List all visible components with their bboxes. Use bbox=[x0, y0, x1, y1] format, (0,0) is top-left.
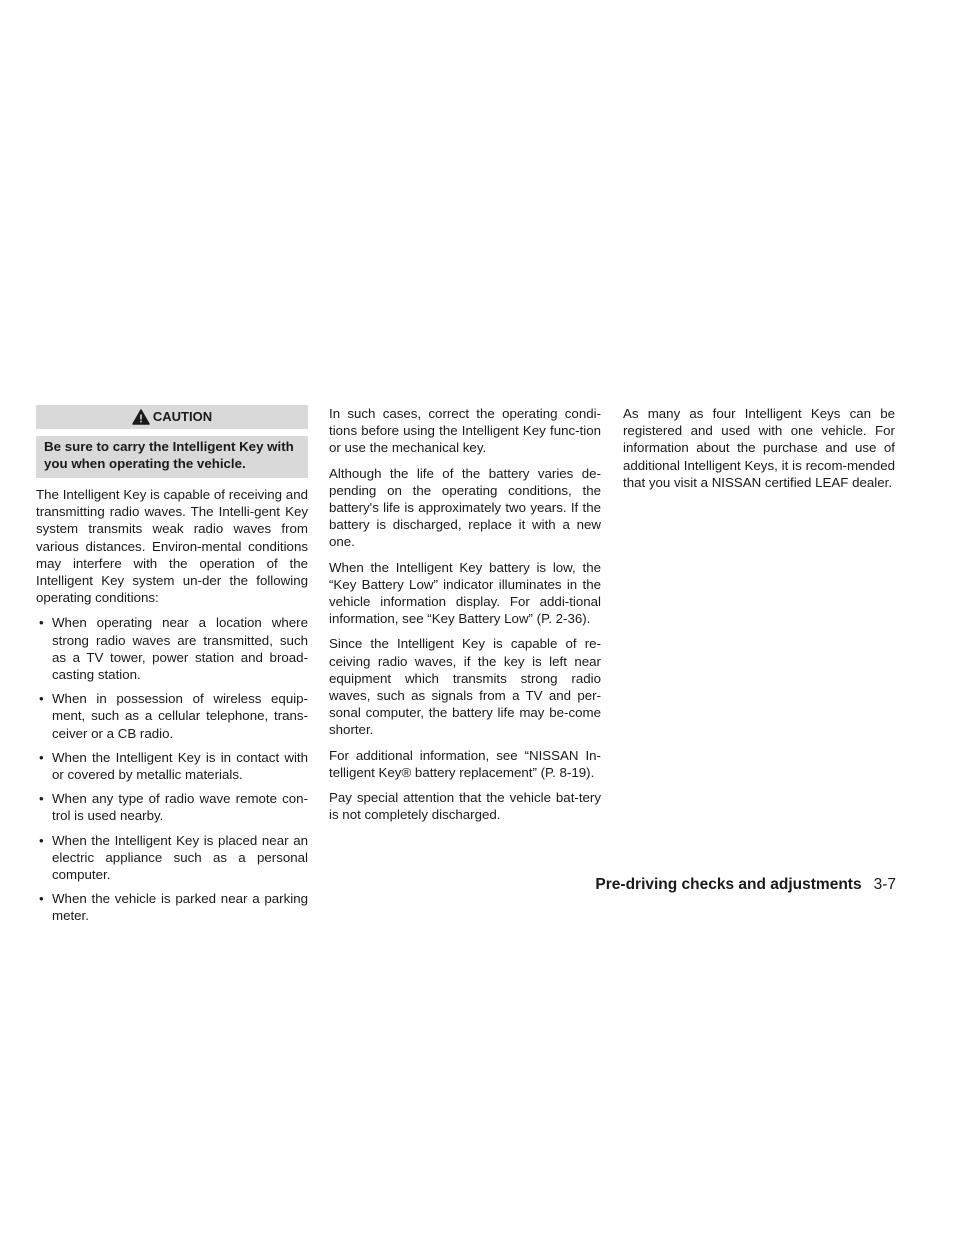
caution-box bbox=[36, 405, 308, 478]
page-footer bbox=[595, 876, 896, 894]
paragraph: As many as four Intelligent Keys can be registered and used with one vehicle. For information about the purchase and use of additional Intelligent Keys, it is recom-mended that you visit a NISSAN certified LEAF dealer. bbox=[623, 406, 895, 490]
list-item: • When any type of radio wave remote con-trol is used nearby. bbox=[36, 790, 308, 824]
caution-text: Be sure to carry the Intelligent Key with you when operating the vehicle. bbox=[44, 439, 294, 471]
column-left bbox=[36, 405, 308, 932]
list-item: • When in possession of wireless equip-ment, such as a cellular telephone, trans-ceiver or a CB radio. bbox=[36, 690, 308, 742]
intro-paragraph: The Intelligent Key is capable of receiving and transmitting radio waves. The Intelli-gent Key system transmits weak radio waves from various distances. Environ-mental conditions may interfere with the operation of the Intelligent Key system un-der the following operating conditions: bbox=[36, 487, 308, 606]
caution-title: CAUTION bbox=[152, 409, 213, 425]
paragraph: When the Intelligent Key battery is low, the “Key Battery Low” indicator illuminates in the vehicle information display. For addi-tional information, see “Key Battery Low” (P. 2-36). bbox=[329, 559, 601, 627]
list-item: • When the Intelligent Key is in contact with or covered by metallic materials. bbox=[36, 749, 308, 783]
column-middle bbox=[329, 405, 601, 831]
caution-header bbox=[36, 405, 308, 436]
column-right bbox=[623, 405, 895, 499]
paragraph: In such cases, correct the operating condi-tions before using the Intelligent Key func-tion or use the mechanical key. bbox=[329, 406, 601, 456]
paragraph: For additional information, see “NISSAN In-telligent Key® battery replacement” (P. 8-19). bbox=[329, 747, 601, 780]
section-title: Pre-driving checks and adjustments bbox=[595, 876, 862, 893]
paragraph: Since the Intelligent Key is capable of re-ceiving radio waves, if the key is left near equipment which transmits strong radio waves, such as signals from a TV and per-sonal computer, the battery life may be-come shorter. bbox=[329, 636, 601, 738]
page-number: 3-7 bbox=[873, 876, 896, 893]
paragraph: Although the life of the battery varies de-pending on the operating conditions, the battery's life is approximately two years. If the battery is discharged, replace it with a new one. bbox=[329, 465, 601, 550]
list-item: • When the Intelligent Key is placed near an electric appliance such as a personal computer. bbox=[36, 832, 308, 884]
list-item: • When operating near a location where strong radio waves are transmitted, such as a TV tower, power station and broad-casting station. bbox=[36, 614, 308, 683]
paragraph: Pay special attention that the vehicle bat-tery is not completely discharged. bbox=[329, 790, 601, 823]
conditions-list bbox=[36, 614, 308, 924]
warning-triangle-icon bbox=[132, 409, 150, 425]
list-item: • When the vehicle is parked near a parking meter. bbox=[36, 890, 308, 924]
